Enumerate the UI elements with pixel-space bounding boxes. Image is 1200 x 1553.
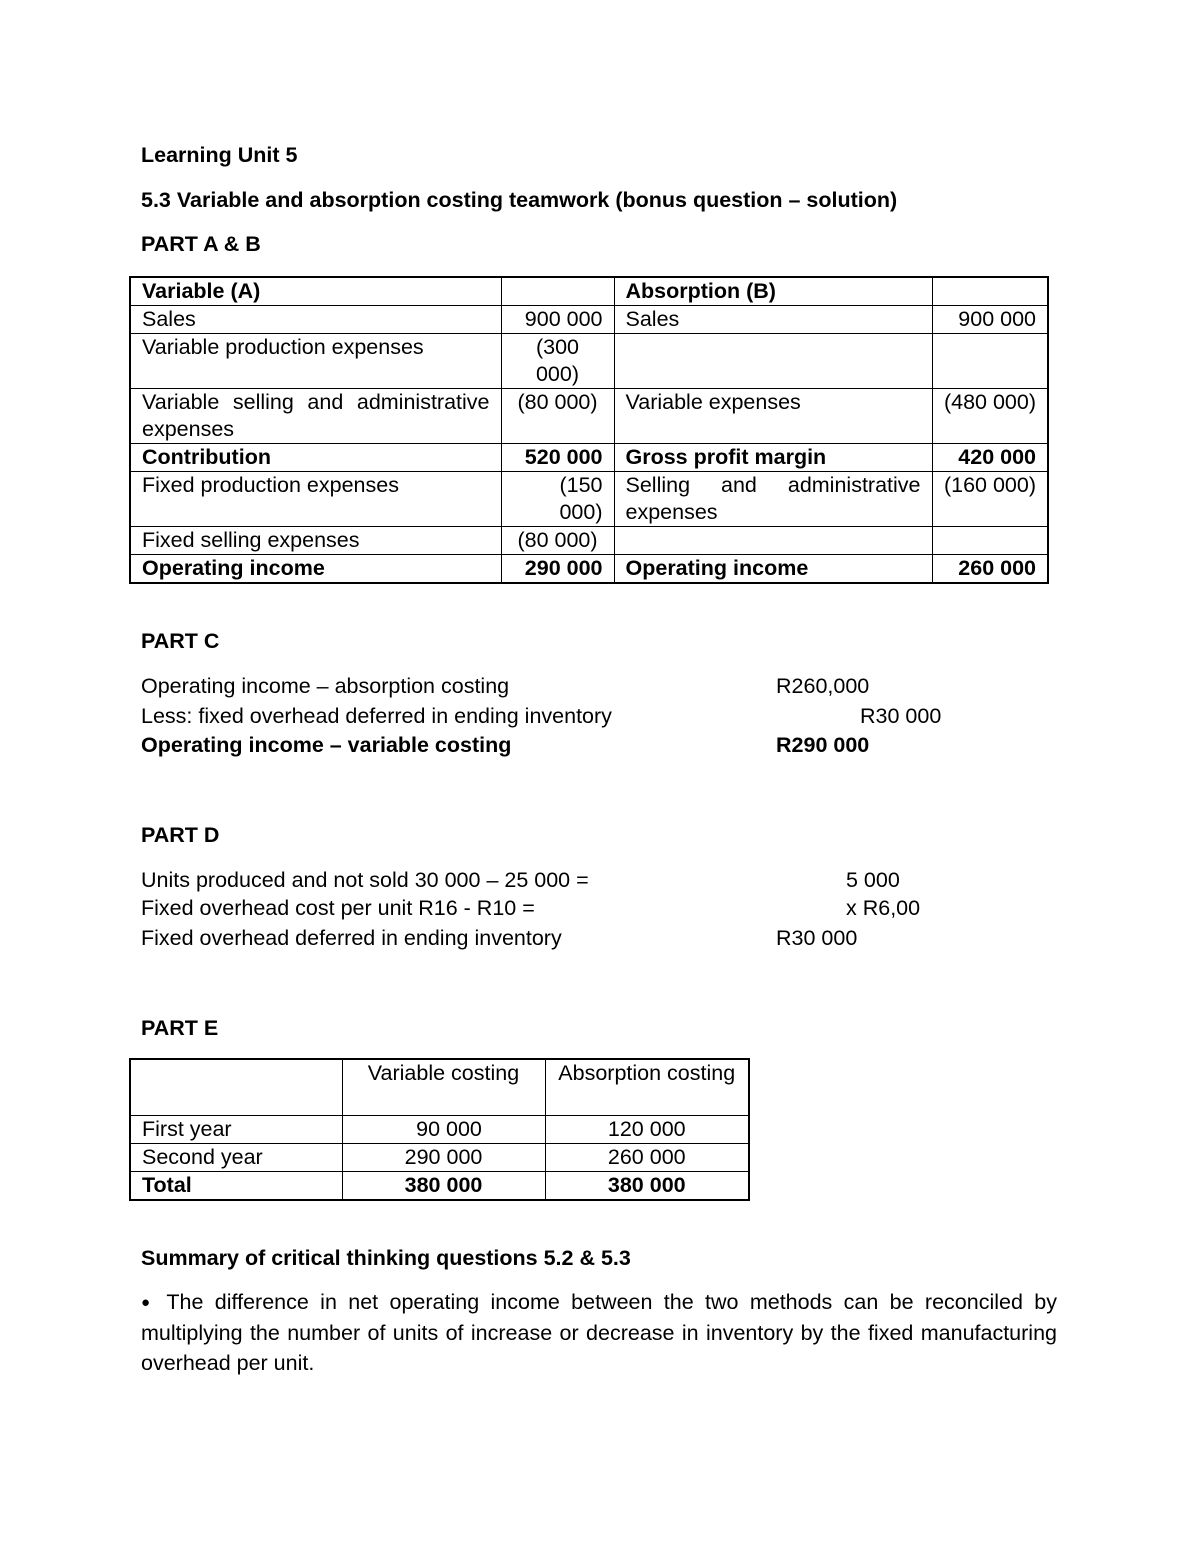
- table-cell: 290 000: [342, 1143, 545, 1171]
- page-subheading: 5.3 Variable and absorption costing teamwork (bonus question – solution): [141, 188, 898, 212]
- table-cell: [614, 334, 932, 389]
- part-c-line-text: Operating income – variable costing: [141, 733, 512, 757]
- table-row: [130, 1171, 749, 1200]
- table-header-row: [130, 1059, 749, 1115]
- part-ab-table: [129, 276, 1049, 584]
- table-row: [130, 1115, 749, 1143]
- table-cell: Variable selling and administrative expenses: [130, 389, 501, 444]
- table-cell: Operating income: [614, 555, 932, 584]
- table-cell: (80 000): [501, 527, 614, 555]
- part-ab-label: PART A & B: [141, 232, 261, 256]
- table-row: [130, 1143, 749, 1171]
- table-cell: 900 000: [932, 306, 1048, 334]
- summary-title: Summary of critical thinking questions 5.2 & 5.3: [141, 1246, 631, 1270]
- part-d-line-value: R30 000: [776, 926, 858, 950]
- table-row: [130, 527, 1048, 555]
- table-cell: (300 000): [501, 334, 614, 389]
- table-cell: Sales: [614, 306, 932, 334]
- table-cell: Variable production expenses: [130, 334, 501, 389]
- table-cell: (80 000): [501, 389, 614, 444]
- table-header-cell: [130, 1059, 342, 1115]
- part-d-line-text: Units produced and not sold 30 000 – 25 000 =: [141, 868, 589, 892]
- table-cell: 120 000: [545, 1115, 749, 1143]
- part-c-line-value: R260,000: [776, 674, 870, 698]
- part-c-line-text: Less: fixed overhead deferred in ending inventory: [141, 704, 612, 728]
- table-row: [130, 555, 1048, 584]
- table-cell: Variable expenses: [614, 389, 932, 444]
- part-e-label: PART E: [141, 1016, 219, 1040]
- table-cell: 520 000: [501, 444, 614, 472]
- table-cell: Total: [130, 1171, 342, 1200]
- part-d-line-value: x R6,00: [846, 896, 921, 920]
- table-row: [130, 306, 1048, 334]
- table-cell: [932, 527, 1048, 555]
- part-d-line-value: 5 000: [846, 868, 900, 892]
- bullet-icon: ●: [141, 1294, 156, 1311]
- table-cell: Gross profit margin: [614, 444, 932, 472]
- table-cell: Fixed selling expenses: [130, 527, 501, 555]
- table-cell: 420 000: [932, 444, 1048, 472]
- table-cell: Variable (A): [130, 277, 501, 306]
- table-cell: Contribution: [130, 444, 501, 472]
- table-cell: 380 000: [342, 1171, 545, 1200]
- part-d-label: PART D: [141, 823, 220, 847]
- table-row: [130, 472, 1048, 527]
- table-cell: [932, 277, 1048, 306]
- table-cell: Absorption (B): [614, 277, 932, 306]
- table-header-cell: Variable costing: [342, 1059, 545, 1115]
- table-cell: (480 000): [932, 389, 1048, 444]
- table-cell: [501, 277, 614, 306]
- table-cell: 900 000: [501, 306, 614, 334]
- part-c-line-value: R30 000: [860, 704, 942, 728]
- table-cell: [932, 334, 1048, 389]
- table-cell: 90 000: [342, 1115, 545, 1143]
- table-cell: (150 000): [501, 472, 614, 527]
- table-cell: Fixed production expenses: [130, 472, 501, 527]
- table-row: [130, 277, 1048, 306]
- part-d-line-text: Fixed overhead deferred in ending inventory: [141, 926, 562, 950]
- table-cell: Second year: [130, 1143, 342, 1171]
- part-e-table: [129, 1058, 750, 1201]
- table-cell: 260 000: [545, 1143, 749, 1171]
- table-row: [130, 444, 1048, 472]
- part-c-line-value: R290 000: [776, 733, 870, 757]
- part-c-label: PART C: [141, 629, 220, 653]
- table-cell: 290 000: [501, 555, 614, 584]
- table-row: [130, 334, 1048, 389]
- table-cell: (160 000): [932, 472, 1048, 527]
- summary-bullet: [141, 1287, 1057, 1378]
- table-cell: Sales: [130, 306, 501, 334]
- page-heading: Learning Unit 5: [141, 143, 298, 167]
- table-row: [130, 389, 1048, 444]
- table-cell: First year: [130, 1115, 342, 1143]
- table-cell: Operating income: [130, 555, 501, 584]
- table-cell: 260 000: [932, 555, 1048, 584]
- table-cell: [614, 527, 932, 555]
- part-c-line-text: Operating income – absorption costing: [141, 674, 510, 698]
- table-header-cell: Absorption costing: [545, 1059, 749, 1115]
- part-d-line-text: Fixed overhead cost per unit R16 - R10 =: [141, 896, 535, 920]
- summary-bullet-text: The difference in net operating income between the two methods can be reconciled by multiplying the number of units of increase or decrease in inventory by the fixed manufacturing overhead per unit.: [141, 1290, 1057, 1375]
- table-cell: 380 000: [545, 1171, 749, 1200]
- table-cell: Selling and administrative expenses: [614, 472, 932, 527]
